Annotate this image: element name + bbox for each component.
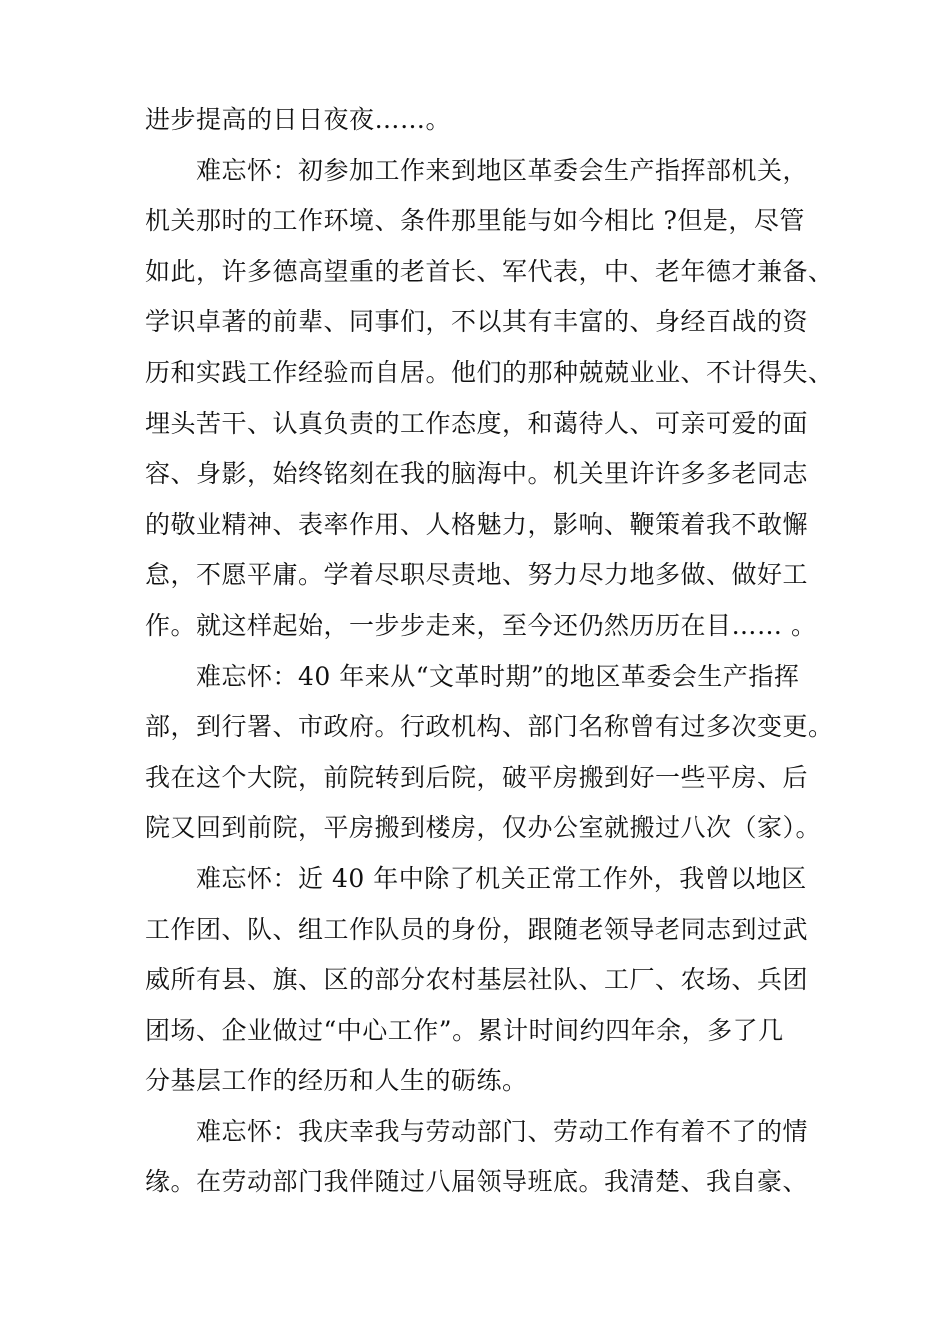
text-line: 我在这个大院，前院转到后院，破平房搬到好一些平房、后: [145, 762, 809, 792]
body-text: [145, 95, 834, 1208]
text-line: 缘。在劳动部门我伴随过八届领导班底。我清楚、我自豪、: [145, 1167, 809, 1197]
text-line: 历和实践工作经验而自居。他们的那种兢兢业业、不计得失、: [145, 357, 834, 387]
paragraph-start-line: 难忘怀：初参加工作来到地区革委会生产指挥部机关，: [196, 155, 809, 185]
text-line: 埋头苦干、认真负责的工作态度，和蔼待人、可亲可爱的面: [145, 408, 809, 438]
text-line: 学识卓著的前辈、同事们，不以其有丰富的、身经百战的资: [145, 307, 809, 337]
text-line: 威所有县、旗、区的部分农村基层社队、工厂、农场、兵团: [145, 965, 809, 995]
text-line: 怠，不愿平庸。学着尽职尽责地、努力尽力地多做、做好工: [145, 560, 809, 590]
text-line: 部，到行署、市政府。行政机构、部门名称曾有过多次变更。: [145, 712, 834, 742]
text-line: 的敬业精神、表率作用、人格魅力，影响、鞭策着我不敢懈: [145, 509, 809, 539]
text-line: 团场、企业做过“中心工作”。累计时间约四年余，多了几: [145, 1015, 784, 1045]
text-line: 工作团、队、组工作队员的身份，跟随老领导老同志到过武: [145, 914, 809, 944]
text-line: 作。就这样起始，一步步走来，至今还仍然历历在目…… 。: [145, 610, 817, 640]
text-line: 院又回到前院，平房搬到楼房，仅办公室就搬过八次（家）。: [145, 813, 822, 843]
text-line: 容、身影，始终铭刻在我的脑海中。机关里许许多多老同志: [145, 459, 809, 489]
text-line: 分基层工作的经历和人生的砺练。: [145, 1066, 528, 1096]
paragraph-start-line: 难忘怀：40 年来从“文革时期”的地区革委会生产指挥: [196, 661, 800, 691]
text-line: 机关那时的工作环境、条件那里能与如今相比 ?但是，尽管: [145, 206, 805, 236]
paragraph-start-line: 难忘怀：我庆幸我与劳动部门、劳动工作有着不了的情: [196, 1116, 809, 1146]
text-line: 如此，许多德高望重的老首长、军代表，中、老年德才兼备、: [145, 256, 834, 286]
text-line: 进步提高的日日夜夜……。: [145, 105, 452, 134]
paragraph-start-line: 难忘怀：近 40 年中除了机关正常工作外，我曾以地区: [196, 863, 807, 893]
